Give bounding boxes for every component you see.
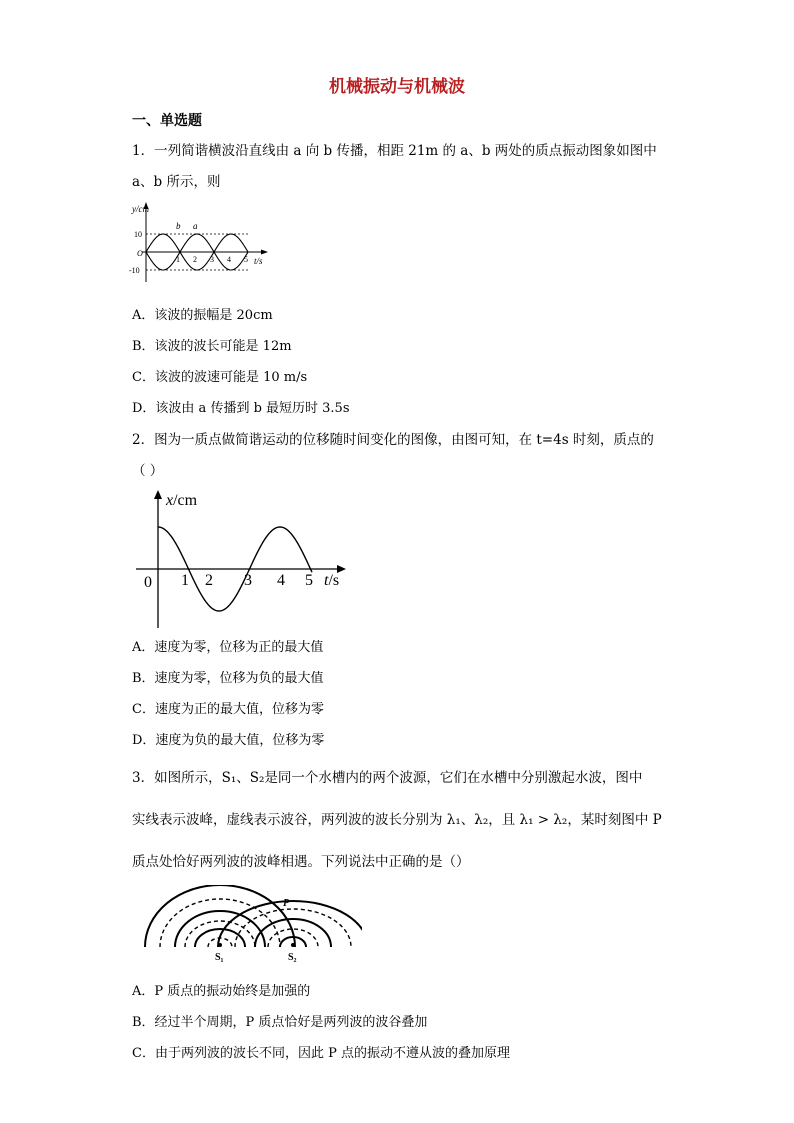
q2-x-tick-3: 3 [244,572,252,589]
q3-stem-line1: 3．如图所示，S₁、S₂是同一个水槽内的两个波源，它们在水槽中分别激起水波，图中 [132,770,643,786]
q1-y-tick-neg10: -10 [129,266,140,275]
q2-option-a[interactable]: A．速度为零，位移为正的最大值 [132,640,324,655]
q1-curve-label-b: b [176,221,181,231]
q1-stem-line2: a、b 所示，则 [132,174,221,190]
q2-option-d[interactable]: D．速度为负的最大值，位移为零 [132,733,325,748]
q1-stem-line1: 1．一列简谐横波沿直线由 a 向 b 传播，相距 21m 的 a、b 两处的质点振动图象如图中 [132,143,657,159]
q1-x-tick-1: 1 [176,255,180,264]
q3-option-c[interactable]: C．由于两列波的波长不同，因此 P 点的振动不遵从波的叠加原理 [132,1046,510,1061]
q2-x-tick-5: 5 [305,572,313,589]
q1-y-label: y/cm [132,204,149,214]
q2-x-tick-2: 2 [205,572,213,589]
q1-option-b[interactable]: B．该波的波长可能是 12m [132,339,292,354]
q1-y-tick-10: 10 [134,230,142,239]
q3-label-p: P [283,898,290,909]
q1-option-a[interactable]: A．该波的振幅是 20cm [132,308,273,323]
q3-stem-line2: 实线表示波峰，虚线表示波谷，两列波的波长分别为 λ₁、λ₂，且 λ₁ > λ₂，某时刻图中 P [132,812,662,828]
q1-origin: O [137,249,143,258]
q2-option-b[interactable]: B．速度为零，位移为负的最大值 [132,671,324,686]
section-heading: 一、单选题 [132,113,202,129]
q3-option-b[interactable]: B．经过半个周期，P 质点恰好是两列波的波谷叠加 [132,1015,428,1030]
q1-curve-label-a: a [193,221,198,231]
q2-y-label: x/cm [166,492,198,509]
q2-x-tick-1: 1 [181,572,189,589]
q3-option-a[interactable]: A．P 质点的振动始终是加强的 [132,984,311,999]
q3-label-s1: S₁ [215,952,224,963]
q3-label-s2: S₂ [288,952,297,963]
q1-vibration-graph [128,198,278,286]
q2-x-tick-4: 4 [277,572,285,589]
q3-s1-point [218,943,222,947]
q3-s1-trough-outer [160,899,280,947]
q3-stem-line3: 质点处恰好两列波的波峰相遇。下列说法中正确的是（） [132,854,470,870]
q3-s2-point [291,943,295,947]
q2-y-arrow [154,490,162,499]
q1-x-tick-4: 4 [227,255,231,264]
q1-option-c[interactable]: C．该波的波速可能是 10 m/s [132,370,308,385]
q2-displacement-graph [132,486,362,632]
q3-wave-figure [140,885,362,973]
q1-option-d[interactable]: D．该波由 a 传播到 b 最短历时 3.5s [132,401,350,416]
q2-origin: 0 [144,574,152,591]
q2-x-label: t/s [324,572,340,589]
q2-option-c[interactable]: C．速度为正的最大值，位移为零 [132,702,324,717]
q2-stem-line1: 2．图为一质点做简谐运动的位移随时间变化的图像，由图可知，在 t=4s 时刻，质点的 [132,432,654,448]
q1-x-arrow [261,250,268,255]
page-title: 机械振动与机械波 [329,77,465,97]
q1-x-tick-3: 3 [210,255,214,264]
q1-x-tick-2: 2 [193,255,197,264]
q3-s2-trough-outer [235,909,351,947]
q2-stem-line2: （ ） [132,463,164,479]
q1-x-label: t/s [254,256,263,266]
q1-x-tick-5: 5 [244,255,248,264]
